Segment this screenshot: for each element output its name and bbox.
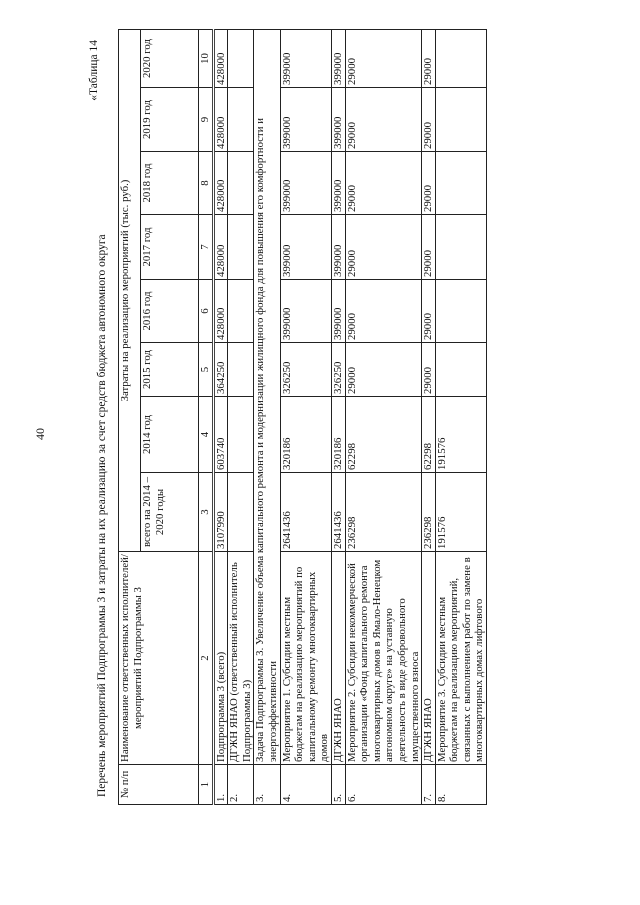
row-name: ДГЖН ЯНАО [331,552,345,765]
year-value: 399000 [331,215,345,280]
year-value [228,397,254,473]
total-value [228,473,254,552]
total-value: 3107990 [213,473,228,552]
row-number: 8. [435,765,486,805]
table-label: «Таблица 14 [88,40,100,101]
year-value: 29000 [422,215,436,280]
year-value: 326250 [331,343,345,397]
header-total: всего на 2014 – 2020 годы [141,473,199,552]
header-year: 2018 год [141,152,199,215]
year-value: 29000 [422,29,436,87]
header-costs: Затраты на реализацию мероприятий (тыс. руб.) [119,29,141,551]
column-number: 4 [199,397,214,473]
year-value: 399000 [280,29,331,87]
row-name: Мероприятие 3. Субсидии местным бюджетам на реализацию мероприятий, связанных с выполнением работ по замене в многоквартирных домах лифтового [435,552,486,765]
year-value [435,152,486,215]
year-value: 29000 [345,343,422,397]
row-name: Мероприятие 1. Субсидии местным бюджетам на реализацию мероприятий по капитальному ремонту многоквартирных домов [280,552,331,765]
year-value: 603740 [213,397,228,473]
row-number: 5. [331,765,345,805]
year-value: 29000 [422,88,436,152]
year-value [228,29,254,87]
column-number: 9 [199,88,214,152]
year-value: 29000 [422,343,436,397]
year-value: 29000 [345,29,422,87]
row-number: 7. [422,765,436,805]
table-wrapper [118,29,528,805]
year-value: 399000 [280,215,331,280]
table-row [331,29,345,804]
year-value: 320186 [280,397,331,473]
table-row [213,29,228,804]
table-row [228,29,254,804]
row-name: ДГЖН ЯНАО [422,552,436,765]
year-value: 399000 [331,152,345,215]
year-value: 399000 [331,29,345,87]
year-value: 399000 [331,280,345,343]
header-year: 2016 год [141,280,199,343]
year-value [228,280,254,343]
year-value [435,215,486,280]
year-value: 428000 [213,152,228,215]
row-name: Мероприятие 2. Субсидии некоммерческой организации «Фонд капитального ремонта многоквартирных домов в Ямало-Ненецком автономном округе» на уставную деятельность в виде добровольного имущественного взноса [345,552,422,765]
row-number: 3. [254,765,280,805]
year-value: 399000 [280,88,331,152]
costs-table [118,29,487,805]
header-year: 2019 год [141,88,199,152]
year-value: 399000 [280,280,331,343]
year-value [228,343,254,397]
total-value: 191576 [435,473,486,552]
header-year: 2017 год [141,215,199,280]
year-value: 364250 [213,343,228,397]
task-description: Задача Подпрограммы 3. Увеличение объема капитального ремонта и модернизации жилищного фонда для повышения его комфортности и энергоэффективности [254,29,280,764]
column-number: 5 [199,343,214,397]
table-row [422,29,436,804]
year-value [228,215,254,280]
row-number: 2. [228,765,254,805]
year-value: 29000 [345,280,422,343]
column-number: 1 [199,765,214,805]
column-number: 2 [199,552,214,765]
year-value: 29000 [422,152,436,215]
column-number: 3 [199,473,214,552]
year-value [228,152,254,215]
year-value: 399000 [280,152,331,215]
column-number: 6 [199,280,214,343]
column-number-row [199,29,214,804]
year-value: 62298 [422,397,436,473]
year-value: 326250 [280,343,331,397]
row-number: 1. [213,765,228,805]
year-value: 29000 [345,88,422,152]
header-name: Наименование ответственных исполнителей/мероприятий Подпрограммы 3 [119,552,199,765]
year-value: 428000 [213,280,228,343]
header-year: 2014 год [141,397,199,473]
table-row [280,29,331,804]
row-name: Подпрограмма 3 (всего) [213,552,228,765]
header-year: 2015 год [141,343,199,397]
table-row [345,29,422,804]
row-number: 4. [280,765,331,805]
table-title: Перечень мероприятий Подпрограммы 3 и затраты на их реализацию за счет средств бюджета автономного округа [96,234,108,797]
year-value [228,88,254,152]
column-number: 8 [199,152,214,215]
year-value: 428000 [213,215,228,280]
year-value [435,280,486,343]
year-value [435,29,486,87]
table-row [254,29,280,804]
year-value: 29000 [422,280,436,343]
total-value: 236298 [422,473,436,552]
total-value: 2641436 [331,473,345,552]
header-num: № п/п [119,765,199,805]
year-value: 428000 [213,29,228,87]
total-value: 2641436 [280,473,331,552]
year-value [435,88,486,152]
column-number: 7 [199,215,214,280]
row-number: 6. [345,765,422,805]
year-value: 399000 [331,88,345,152]
row-name: ДГЖН ЯНАО (ответственный исполнитель Подпрограммы 3) [228,552,254,765]
year-value: 29000 [345,152,422,215]
year-value: 191576 [435,397,486,473]
table-row [435,29,486,804]
year-value: 29000 [345,215,422,280]
year-value [435,343,486,397]
page-number: 40 [33,428,47,440]
year-value: 428000 [213,88,228,152]
year-value: 62298 [345,397,422,473]
header-year: 2020 год [141,29,199,87]
total-value: 236298 [345,473,422,552]
year-value: 320186 [331,397,345,473]
column-number: 10 [199,29,214,87]
